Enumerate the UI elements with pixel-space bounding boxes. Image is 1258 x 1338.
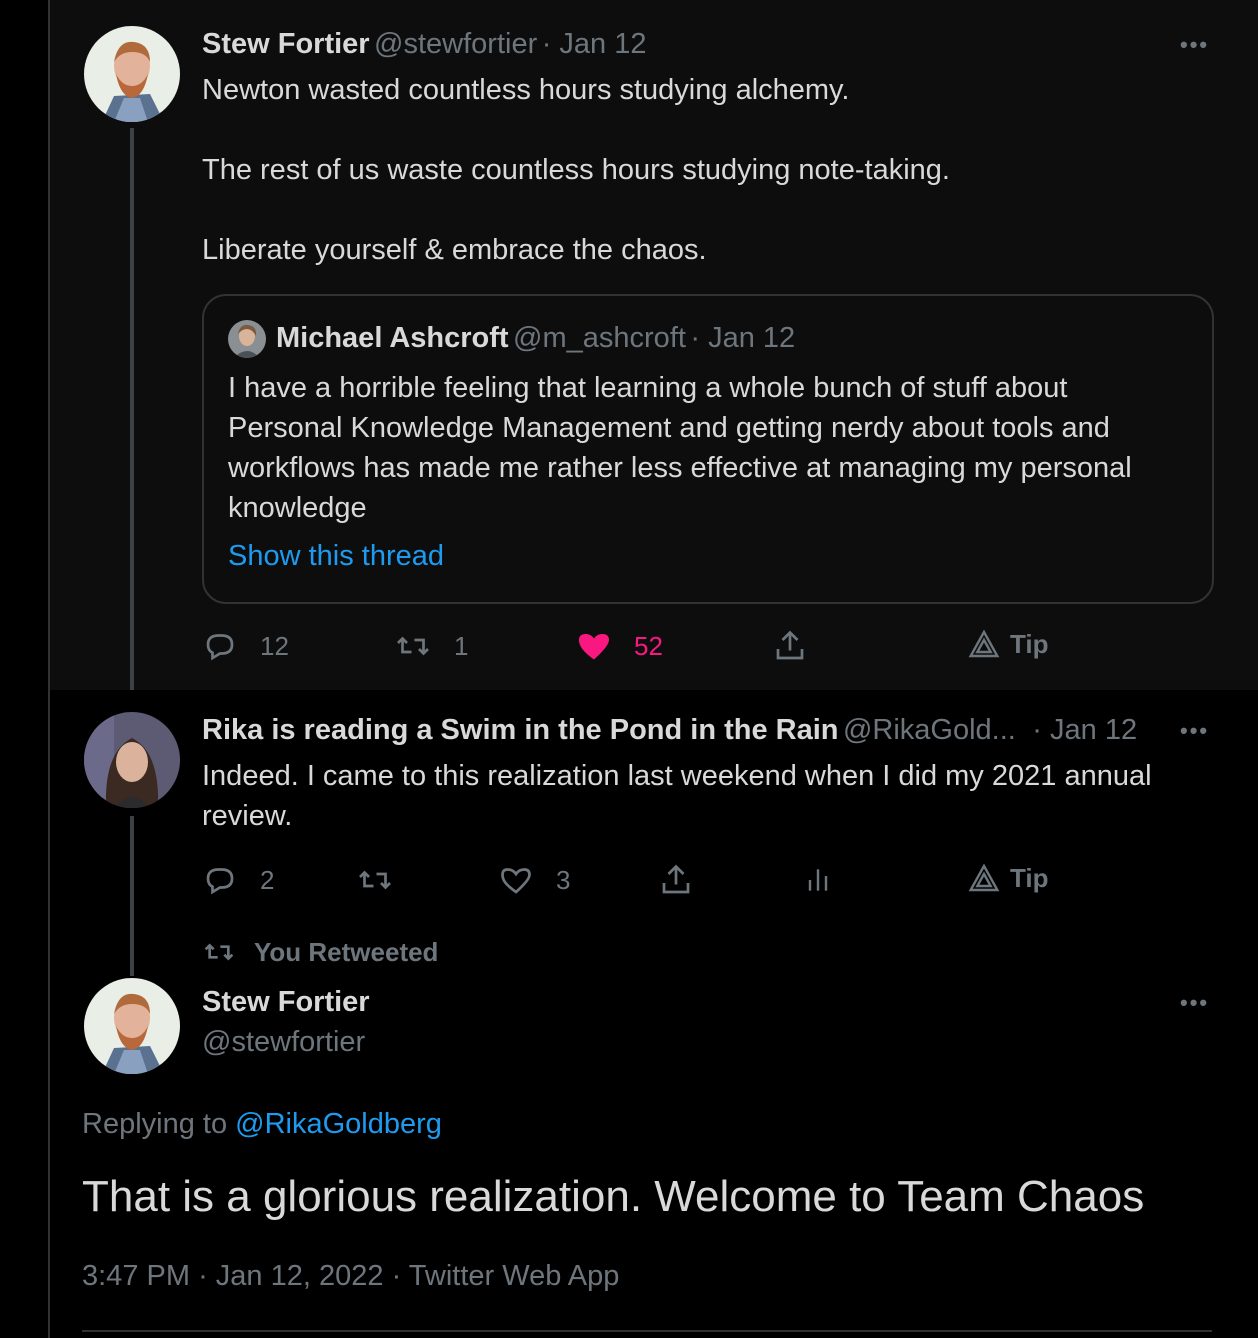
quote-header	[276, 322, 795, 355]
handle[interactable]: @stewfortier	[374, 28, 538, 60]
tweet-text: Indeed. I came to this realization last weekend when I did my 2021 annual review.	[202, 760, 1152, 832]
timestamp[interactable]: · Jan 12	[541, 28, 647, 60]
tip-label: Tip	[1010, 862, 1049, 893]
display-name[interactable]: Stew Fortier	[202, 28, 370, 60]
divider	[82, 1330, 1212, 1332]
tweet-time[interactable]: 3:47 PM	[82, 1260, 190, 1292]
tweet-text-line: Newton wasted countless hours studying alchemy.	[202, 74, 850, 106]
handle[interactable]: @stewfortier	[202, 1026, 366, 1058]
meta-separator: ·	[391, 1260, 402, 1292]
retweet-context-label[interactable]: You Retweeted	[254, 936, 439, 967]
like-count: 3	[556, 864, 571, 895]
retweet-icon	[394, 628, 432, 664]
more-icon[interactable]: •••	[1180, 718, 1210, 743]
tip-icon	[968, 628, 1000, 660]
show-thread-link[interactable]: Show this thread	[228, 540, 445, 572]
display-name[interactable]: Stew Fortier	[202, 986, 370, 1018]
tip-button[interactable]	[968, 862, 1049, 894]
retweet-count: 1	[454, 630, 469, 661]
meta-separator: ·	[198, 1260, 208, 1292]
quote-avatar	[228, 320, 266, 358]
reply-count: 12	[260, 630, 289, 661]
tweet-header	[202, 28, 647, 61]
like-count: 52	[634, 630, 663, 661]
analytics-button[interactable]	[802, 862, 834, 898]
handle[interactable]: @RikaGold...	[842, 714, 1016, 746]
tweet-meta	[82, 1260, 619, 1293]
retweet-icon	[356, 862, 394, 898]
replying-to	[82, 1108, 442, 1141]
timestamp[interactable]: · Jan 12	[1032, 714, 1138, 746]
retweet-button[interactable]	[356, 862, 394, 898]
avatar[interactable]	[84, 978, 180, 1074]
tweet-date[interactable]: Jan 12, 2022	[215, 1260, 384, 1292]
quoted-tweet[interactable]	[202, 294, 1214, 604]
thread-line	[130, 816, 134, 976]
like-icon	[498, 862, 534, 898]
replying-to-handle[interactable]: @RikaGoldberg	[235, 1108, 442, 1140]
reply-icon	[202, 628, 238, 664]
more-icon[interactable]: •••	[1180, 990, 1210, 1015]
quote-handle: @m_ashcroft	[513, 322, 686, 354]
reply-button[interactable]	[202, 862, 274, 898]
analytics-icon	[802, 862, 834, 898]
retweet-context	[202, 936, 438, 968]
timeline-column	[48, 0, 1258, 1338]
thread-line	[130, 128, 134, 690]
reply-icon	[202, 862, 238, 898]
like-button[interactable]	[576, 628, 663, 664]
tip-button[interactable]	[968, 628, 1049, 660]
share-icon	[658, 862, 694, 898]
share-button[interactable]	[772, 628, 808, 664]
reply-button[interactable]	[202, 628, 289, 664]
tweet-header	[202, 714, 1137, 747]
quote-timestamp: · Jan 12	[690, 322, 796, 354]
retweet-button[interactable]	[394, 628, 468, 664]
share-icon	[772, 628, 808, 664]
retweet-icon	[202, 936, 236, 968]
like-button[interactable]	[498, 862, 570, 898]
avatar[interactable]	[84, 712, 180, 808]
tweet-source[interactable]: Twitter Web App	[408, 1260, 620, 1292]
display-name[interactable]: Rika is reading a Swim in the Pond in the Rain	[202, 714, 839, 746]
tip-label: Tip	[1010, 628, 1049, 659]
replying-to-prefix: Replying to	[82, 1108, 228, 1140]
tip-icon	[968, 862, 1000, 894]
reply-count: 2	[260, 864, 275, 895]
quote-display-name: Michael Ashcroft	[276, 322, 509, 354]
more-icon[interactable]: •••	[1180, 32, 1210, 57]
like-icon	[576, 628, 612, 664]
focused-tweet-text: That is a glorious realization. Welcome to Team Chaos	[82, 1172, 1145, 1221]
tweet-text-line: Liberate yourself & embrace the chaos.	[202, 234, 707, 266]
avatar[interactable]	[84, 26, 180, 122]
tweet-text-line: The rest of us waste countless hours studying note-taking.	[202, 154, 950, 186]
quote-text: I have a horrible feeling that learning a whole bunch of stuff about Personal Knowledge Management and getting nerdy about tools and workflows has made me rather less effective at managing my personal knowledge	[228, 372, 1132, 524]
share-button[interactable]	[658, 862, 694, 898]
